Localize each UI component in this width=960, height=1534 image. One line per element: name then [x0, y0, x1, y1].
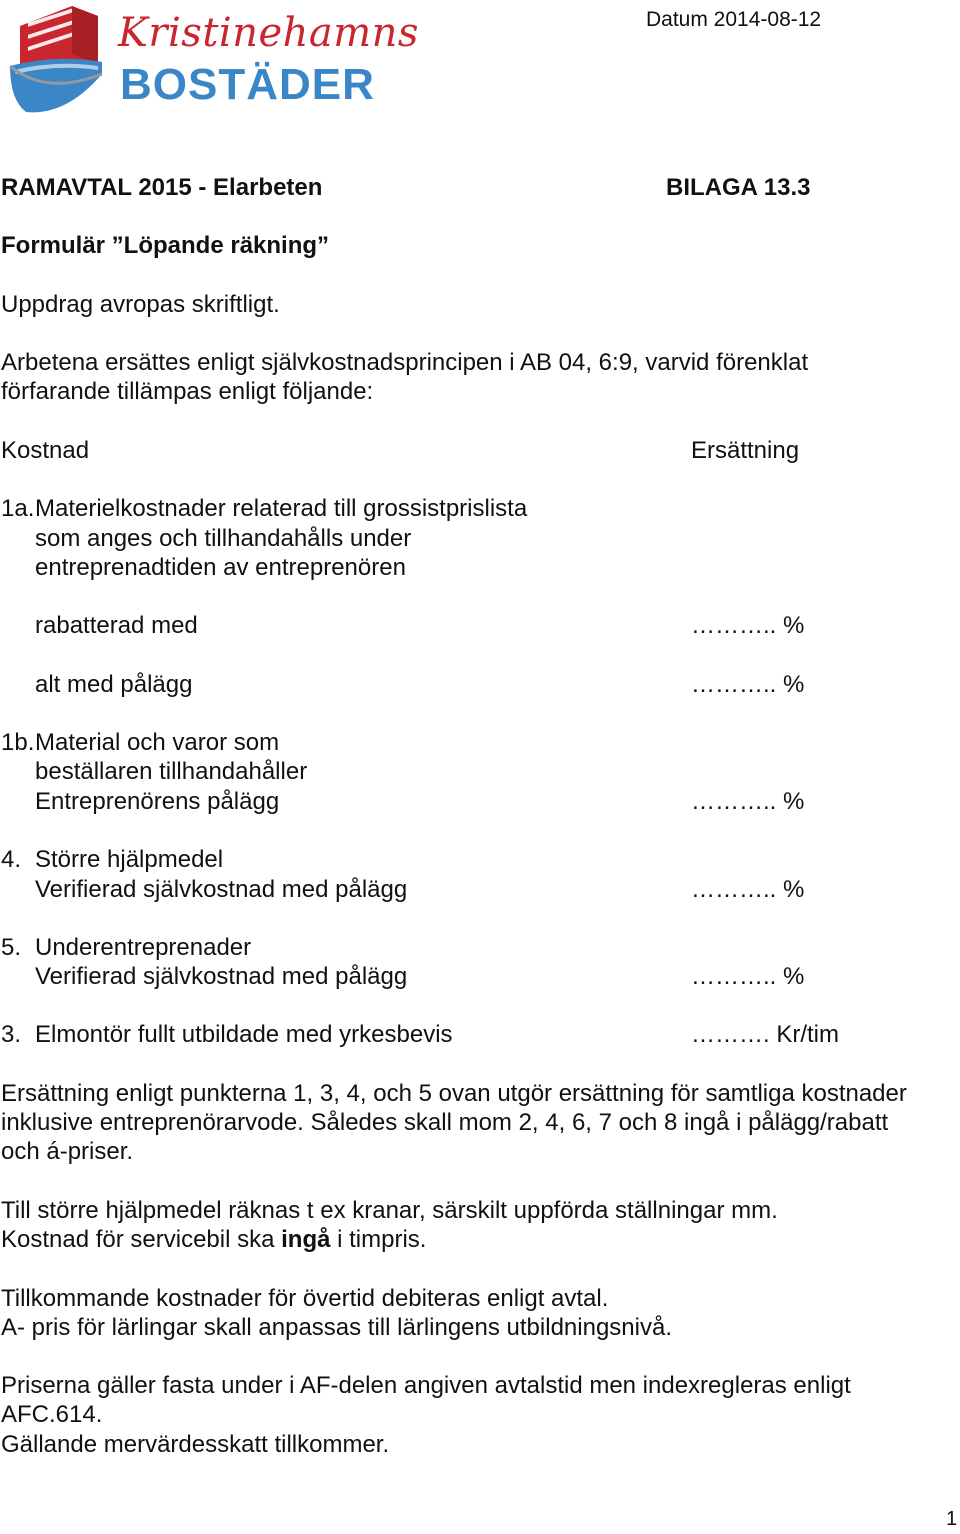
note-4-line-1: Priserna gäller fasta under i AF-delen angiven avtalstid men indexregleras enligt: [1, 1372, 851, 1399]
item-1a-markup-field: ……….. %: [691, 671, 805, 698]
note-4-line-2: AFC.614.: [1, 1401, 103, 1428]
item-1b-line-1: Material och varor som: [35, 729, 280, 756]
document-date: Datum 2014-08-12: [646, 8, 822, 31]
item-4-markup-field: ……….. %: [691, 876, 805, 903]
form-title: Formulär ”Löpande räkning”: [1, 232, 330, 259]
item-4-number: 4.: [1, 846, 22, 873]
item-1a-line-1: Materielkostnader relaterad till grossistprislista: [35, 495, 528, 522]
item-5-markup-field: ……….. %: [691, 963, 805, 990]
item-1a-line-2: som anges och tillhandahålls under: [35, 525, 412, 552]
item-1a-discount-field: ……….. %: [691, 612, 805, 639]
item-1b-line-3: Entreprenörens pålägg: [35, 788, 280, 815]
item-1a-discount-label: rabatterad med: [35, 612, 198, 639]
note-2-line-2: [1, 1225, 426, 1254]
note-2-text-bold: ingå: [281, 1226, 331, 1253]
intro-line-1: Uppdrag avropas skriftligt.: [1, 291, 280, 318]
logo-script-text: Kristinehamns: [118, 10, 419, 56]
item-4-line-2: Verifierad självkostnad med pålägg: [35, 876, 408, 903]
note-3-line-1: Tillkommande kostnader för övertid debiteras enligt avtal.: [1, 1285, 609, 1312]
item-1a-line-3: entreprenadtiden av entreprenören: [35, 554, 406, 581]
intro-line-2: Arbetena ersättes enligt självkostnadsprincipen i AB 04, 6:9, varvid förenklat: [1, 349, 809, 376]
item-4-line-1: Större hjälpmedel: [35, 846, 224, 873]
note-4-line-3: Gällande mervärdesskatt tillkommer.: [1, 1431, 390, 1458]
note-1-line-1: Ersättning enligt punkterna 1, 3, 4, och 5 ovan utgör ersättning för samtliga kostnader: [1, 1080, 907, 1107]
note-3-line-2: A- pris för lärlingar skall anpassas till lärlingens utbildningsnivå.: [1, 1314, 672, 1341]
page-number: 1: [946, 1508, 958, 1530]
item-5-line-1: Underentreprenader: [35, 934, 252, 961]
item-5-number: 5.: [1, 934, 22, 961]
intro-line-3: förfarande tillämpas enligt följande:: [1, 378, 374, 405]
item-5-line-2: Verifierad självkostnad med pålägg: [35, 963, 408, 990]
agreement-title: RAMAVTAL 2015 - Elarbeten: [1, 174, 323, 201]
item-3-line-1: Elmontör fullt utbildade med yrkesbevis: [35, 1021, 453, 1048]
item-1a-markup-label: alt med pålägg: [35, 671, 193, 698]
item-3-rate-field: ………. Kr/tim: [691, 1021, 839, 1048]
column-header-compensation: Ersättning: [691, 437, 800, 464]
company-logo: [6, 4, 419, 122]
note-2-line-1: Till större hjälpmedel räknas t ex kranar, särskilt uppförda ställningar mm.: [1, 1197, 778, 1224]
note-2-text-post: i timpris.: [330, 1226, 427, 1253]
item-1a-number: 1a.: [1, 495, 35, 522]
note-1-line-2: inklusive entreprenörarvode. Således skall mom 2, 4, 6, 7 och 8 ingå i pålägg/rabatt: [1, 1109, 889, 1136]
note-2-text-pre: Kostnad för servicebil ska: [1, 1226, 282, 1253]
note-1-line-3: och á-priser.: [1, 1138, 134, 1165]
item-1b-line-2: beställaren tillhandahåller: [35, 758, 308, 785]
column-header-cost: Kostnad: [1, 437, 90, 464]
item-1b-number: 1b.: [1, 729, 35, 756]
logo-caps-text: BOSTÄDER: [120, 60, 375, 109]
item-3-number: 3.: [1, 1021, 22, 1048]
appendix-label: BILAGA 13.3: [666, 174, 811, 201]
item-1b-markup-field: ……….. %: [691, 788, 805, 815]
building-logo-icon: [6, 4, 116, 122]
